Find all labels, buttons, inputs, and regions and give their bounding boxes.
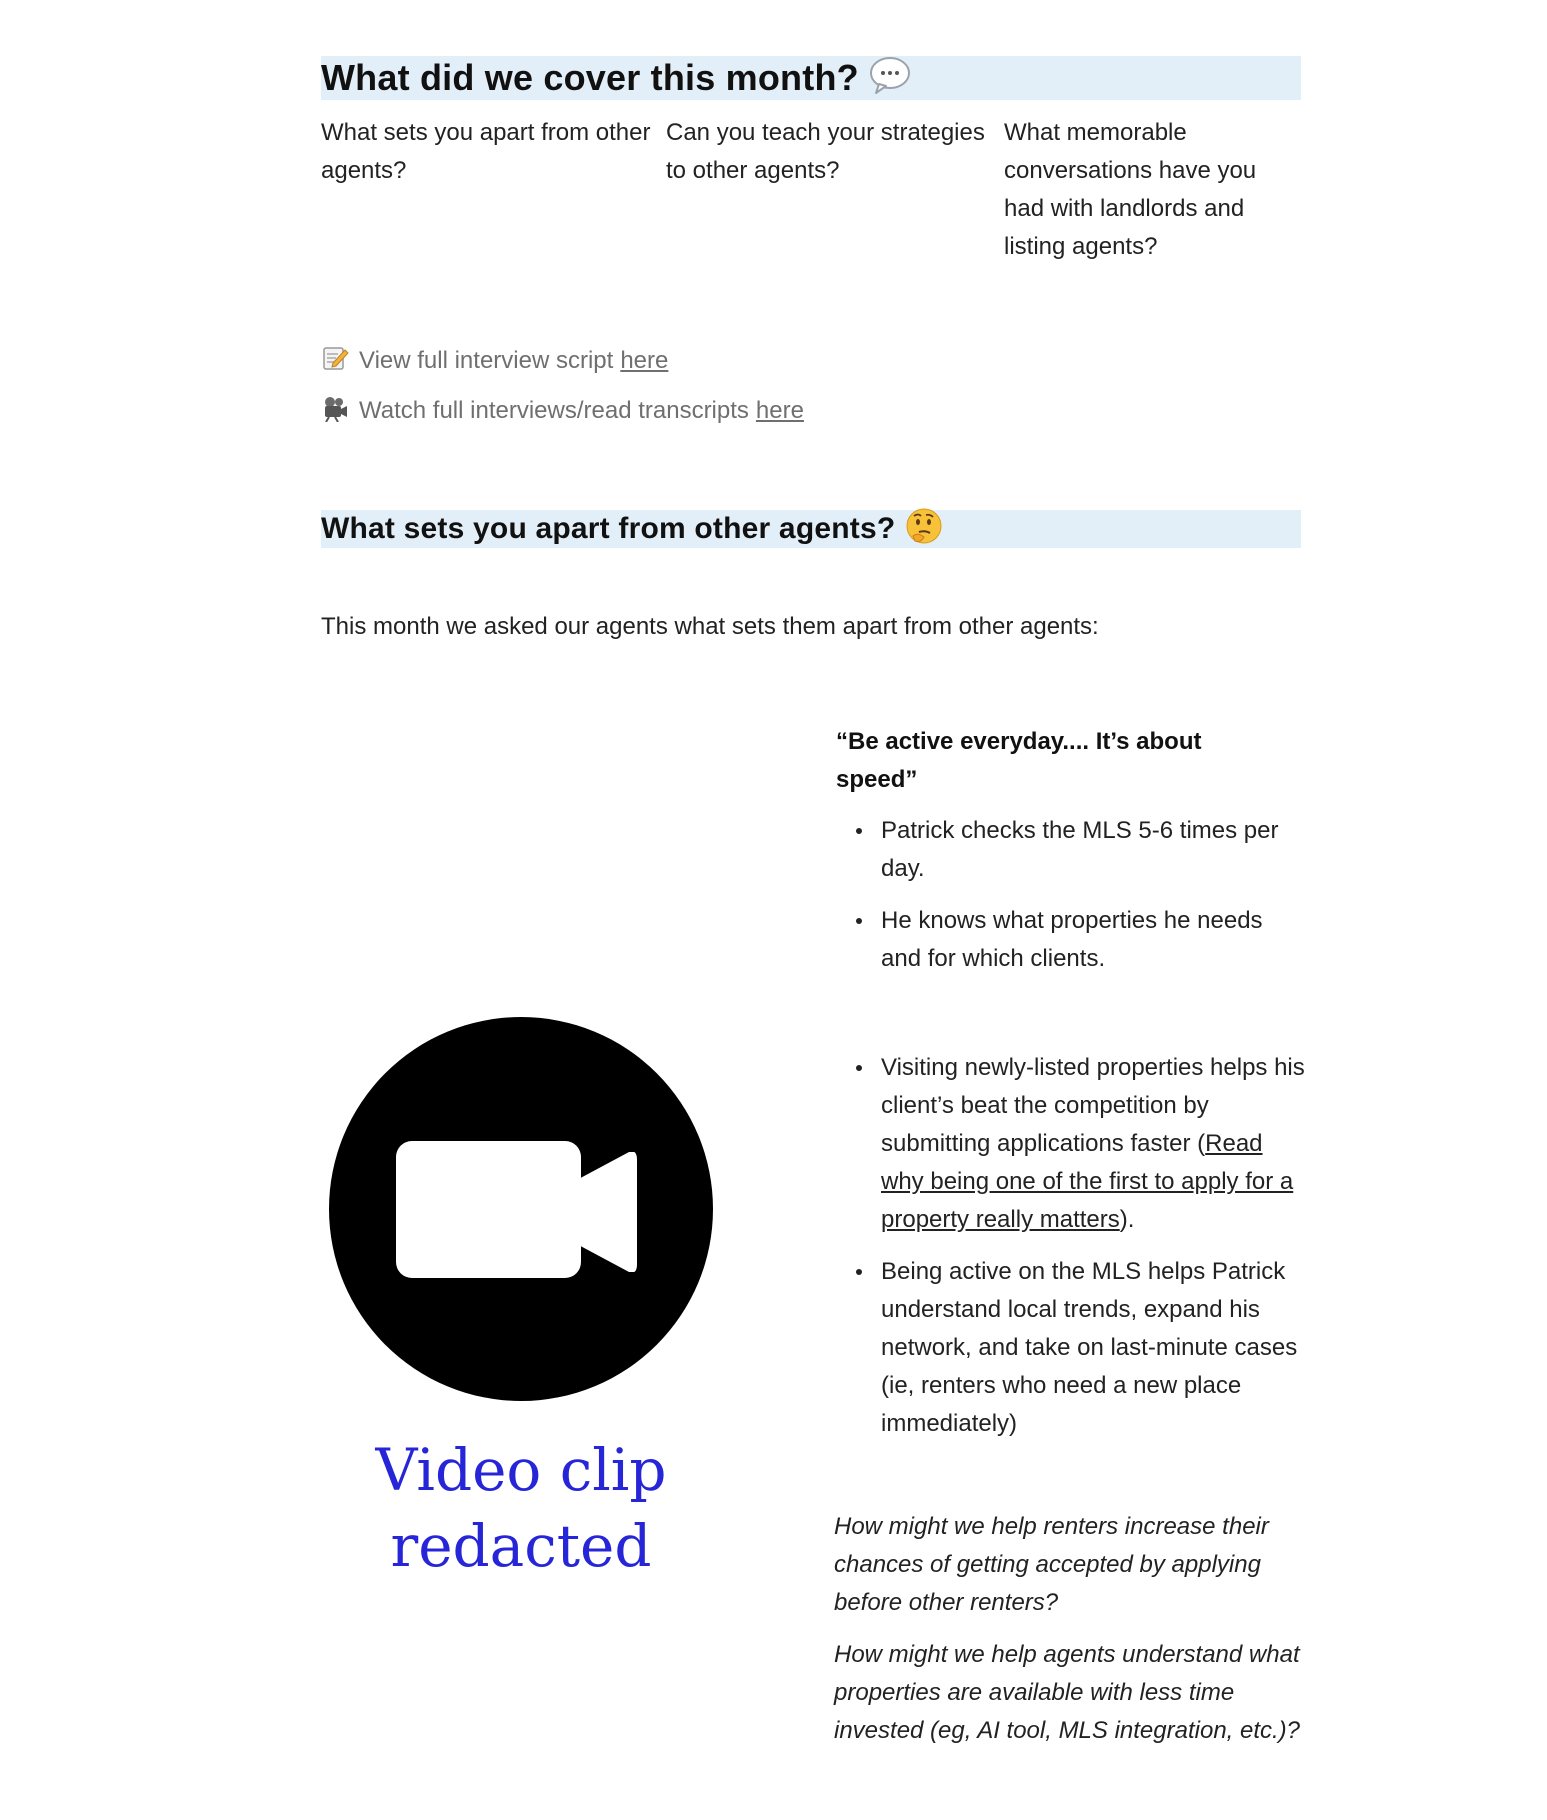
question-1: What sets you apart from other agents? [321, 119, 651, 184]
section-heading-sets-apart [321, 510, 1301, 548]
list-item-active: Being active on the MLS helps Patrick understand local trends, expand his network, and take on last-minute cases (ie, renters who need a new place immediately) [836, 1253, 1306, 1443]
question-2: Can you teach your strategies to other agents? [666, 119, 985, 184]
section-intro: This month we asked our agents what sets them apart from other agents: [321, 613, 1099, 640]
memo-icon [321, 344, 351, 378]
thinking-face-icon [905, 507, 943, 551]
interviews-text: Watch full interviews/read transcripts [359, 397, 749, 424]
overview-heading-text: What did we cover this month? [321, 57, 859, 98]
interview-script-text: View full interview script [359, 347, 614, 374]
list-item-visiting [836, 1049, 1306, 1239]
visiting-suffix: ). [1119, 1206, 1135, 1233]
section-heading-sets-apart-text: What sets you apart from other agents? [321, 512, 896, 545]
video-caption-line1: Video clip [375, 1436, 667, 1504]
list-item: He knows what properties he needs and for which clients. [836, 902, 1306, 978]
speech-bubble-icon [869, 55, 911, 101]
hmw-question-1: How might we help renters increase their chances of getting accepted by applying before other renters? [834, 1513, 1269, 1616]
insight-bullets-group-2 [836, 1049, 1306, 1457]
overview-questions [321, 114, 1301, 266]
interviews-here-link[interactable]: here [755, 397, 804, 424]
hmw-question-2: How might we help agents understand what properties are available with less time invested (eg, AI tool, MLS integration, etc.)? [834, 1641, 1301, 1744]
video-camera-lens [571, 1152, 641, 1272]
question-3: What memorable conversations have you had with landlords and listing agents? [1004, 119, 1257, 260]
insight-bullets-group-1 [836, 812, 1306, 992]
list-item: Patrick checks the MLS 5-6 times per day. [836, 812, 1306, 888]
agent-quote: “Be active everyday.... It’s about speed” [836, 728, 1202, 793]
movie-camera-icon [321, 394, 351, 428]
visiting-text: Visiting newly-listed properties helps his client’s beat the competition by submitting applications faster ( [881, 1054, 1305, 1157]
apply-first-article-link[interactable]: Read why being one of the first to apply for a property really matters [881, 1130, 1294, 1233]
video-camera-icon[interactable] [329, 1017, 713, 1401]
overview-heading [321, 56, 1301, 100]
interviews-link-line [321, 394, 804, 428]
video-caption-line2: redacted [390, 1512, 652, 1580]
interview-script-here-link[interactable]: here [620, 347, 669, 374]
video-redacted-caption [321, 1432, 721, 1584]
interview-script-link-line [321, 344, 668, 378]
video-camera-body [396, 1141, 581, 1278]
